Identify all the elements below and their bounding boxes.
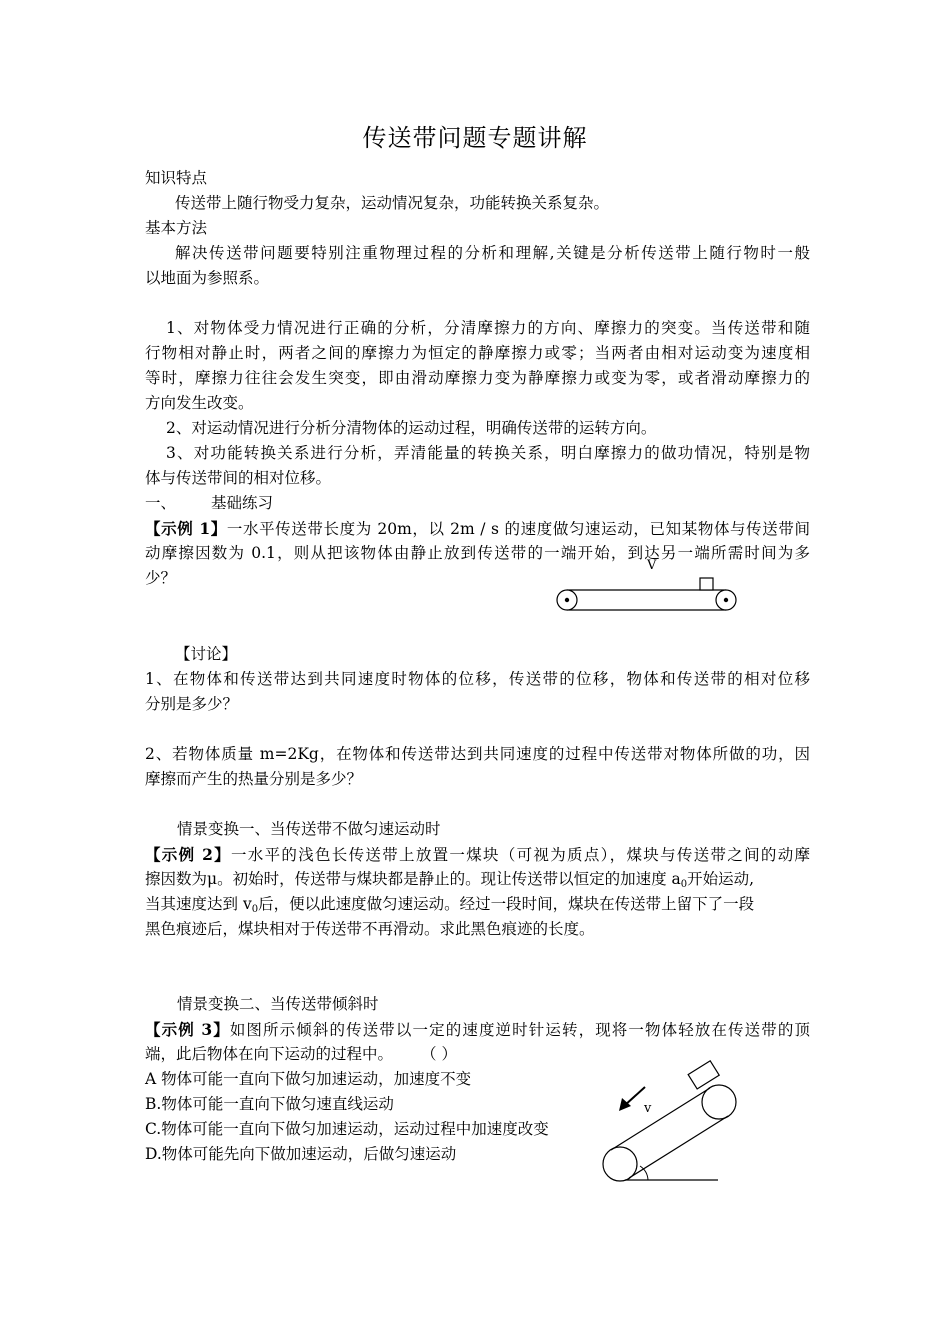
scenario2-heading: 情景变换二、当传送带倾斜时 <box>177 995 379 1013</box>
example1-line3: 少？ <box>145 569 177 587</box>
figure3-velocity-label: v <box>644 1101 652 1116</box>
symbol-a0: $a_0$ <box>671 870 688 890</box>
method-p2: 2、对运动情况进行分析分清物体的运动过程，明确传送带的运转方向。 <box>166 419 657 437</box>
discussion-q2-line1: 2、若物体质量 m=2Kg，在物体和传送带达到共同速度的过程中传送带对物体所做的功，因 <box>145 745 810 763</box>
example1-line1: 【示例 1】一水平传送带长度为 20m，以 2m / s 的速度做匀速运动，已知某物体与传送带间 <box>145 519 810 538</box>
method-p3-line2: 体与传送带间的相对位移。 <box>145 469 332 487</box>
method-intro-line1: 解决传送带问题要特别注重物理过程的分析和理解,关键是分析传送带上随行物时一般 <box>175 244 810 262</box>
block <box>700 578 713 590</box>
scenario1-heading: 情景变换一、当传送带不做匀速运动时 <box>177 820 441 838</box>
discussion-heading: 【讨论】 <box>175 645 238 663</box>
example2-line3: 当其速度达到 $v_0$后，便以此速度做匀速运动。经过一段时间，煤块在传送带上留下了一段 <box>145 895 755 915</box>
method-heading: 基本方法 <box>145 219 208 237</box>
section1-number: 一、 <box>145 494 177 512</box>
method-p1-line3: 等时，摩擦力往往会发生突变，即由滑动摩擦力变为静摩擦力或变为零，或者滑动摩擦力的 <box>145 369 810 387</box>
discussion-q1-line2: 分别是多少？ <box>145 695 239 713</box>
figure-inclined-conveyor <box>603 1061 736 1181</box>
knowledge-text: 传送带上随行物受力复杂，运动情况复杂，功能转换关系复杂。 <box>175 194 610 212</box>
right-pulley-axle <box>724 598 728 602</box>
left-pulley-axle <box>565 598 569 602</box>
example3-option-c: C.物体可能一直向下做匀加速运动，运动过程中加速度改变 <box>145 1120 549 1138</box>
page-title: 传送带问题专题讲解 <box>362 124 588 152</box>
example2-line2: 擦因数为μ。初始时，传送带与煤块都是静止的。现让传送带以恒定的加速度 $a_0$开始运动, <box>145 870 755 890</box>
example1-line2: 动摩擦因数为 0.1，则从把该物体由静止放到传送带的一端开始，到达另一端所需时间为多 <box>145 544 810 562</box>
example2-tag: 【示例 2】 <box>145 845 231 864</box>
method-p1-line4: 方向发生改变。 <box>145 394 254 412</box>
discussion-q2-line2: 摩擦而产生的热量分别是多少？ <box>145 770 363 788</box>
answer-blank: （ ） <box>421 1045 457 1063</box>
symbol-v0: $v_0$ <box>242 895 259 915</box>
method-intro-line2: 以地面为参照系。 <box>145 269 270 287</box>
example1-tag: 【示例 1】 <box>145 519 227 538</box>
example3-line1: 【示例 3】如图所示倾斜的传送带以一定的速度逆时针运转，现将一物体轻放在传送带的顶 <box>145 1020 810 1039</box>
example2-line1: 【示例 2】一水平的浅色长传送带上放置一煤块（可视为质点），煤块与传送带之间的动摩 <box>145 845 810 864</box>
example3-tag: 【示例 3】 <box>145 1020 230 1039</box>
section1-heading: 基础练习 <box>211 494 274 512</box>
discussion-q1-line1: 1、在物体和传送带达到共同速度时物体的位移，传送带的位移，物体和传送带的相对位移 <box>145 670 810 688</box>
example2-line4: 黑色痕迹后，煤块相对于传送带不再滑动。求此黑色痕迹的长度。 <box>145 920 595 938</box>
example3-option-a: A 物体可能一直向下做匀加速运动，加速度不变 <box>145 1070 472 1088</box>
belt-upper <box>611 1088 710 1150</box>
example3-option-b: B.物体可能一直向下做匀速直线运动 <box>145 1095 394 1113</box>
method-p1-line1: 1、对物体受力情况进行正确的分析，分清摩擦力的方向、摩擦力的突变。当传送带和随 <box>166 319 810 337</box>
method-p1-line2: 行物相对静止时，两者之间的摩擦力为恒定的静摩擦力或零；当两者由相对运动变为速度相 <box>145 344 810 362</box>
knowledge-heading: 知识特点 <box>145 169 208 187</box>
inclined-block <box>688 1061 719 1089</box>
example3-option-d: D.物体可能先向下做加速运动，后做匀速运动 <box>145 1145 457 1163</box>
method-p3-line1: 3、对功能转换关系进行分析，弄清能量的转换关系，明白摩擦力的做功情况，特别是物 <box>166 444 810 462</box>
figure1-velocity-label: V <box>647 558 657 573</box>
example3-line2: 端，此后物体在向下运动的过程中。 （ ） <box>145 1045 457 1063</box>
